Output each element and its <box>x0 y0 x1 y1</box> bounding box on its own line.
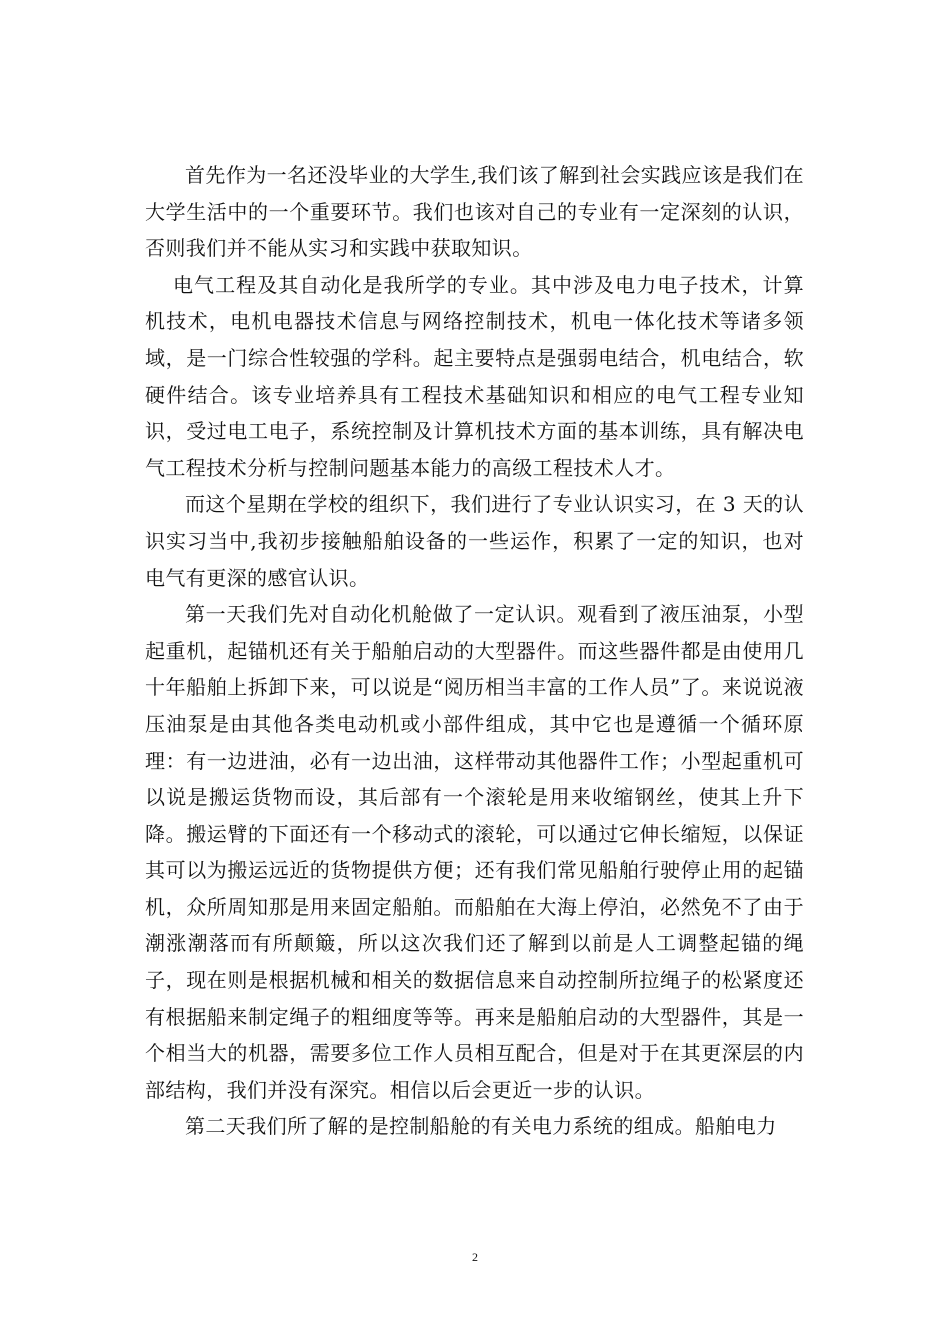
paragraph-major: 电气工程及其自动化是我所学的专业。其中涉及电力电子技术，计算机技术，电机电器技术信息与网络控制技术，机电一体化技术等诸多领域，是一门综合性较强的学科。起主要特点是强弱电结合，机电结合，软硬件结合。该专业培养具有工程技术基础知识和相应的电气工程专业知识，受过电工电子，系统控制及计算机技术方面的基本训练，具有解决电气工程技术分析与控制问题基本能力的高级工程技术人才。 <box>145 272 804 480</box>
page-number: 2 <box>472 1250 478 1264</box>
paragraph-intro: 首先作为一名还没毕业的大学生,我们该了解到社会实践应该是我们在大学生活中的一个重要环节。我们也该对自己的专业有一定深刻的认识，否则我们并不能从实习和实践中获取知识。 <box>145 163 804 261</box>
paragraph-day-two: 第二天我们所了解的是控制船舱的有关电力系统的组成。船舶电力 <box>185 1114 777 1139</box>
body-text <box>145 157 804 1145</box>
paragraph-day-one: 第一天我们先对自动化机舱做了一定认识。观看到了液压油泵，小型起重机，起锚机还有关于船舶启动的大型器件。而这些器件都是由使用几十年船舶上拆卸下来，可以说是“阅历相当丰富的工作人员”了。来说说液压油泵是由其他各类电动机或小部件组成，其中它也是遵循一个循环原理：有一边进油，必有一边出油，这样带动其他器件工作；小型起重机可以说是搬运货物而设，其后部有一个滚轮是用来收缩钢丝，使其上升下降。搬运臂的下面还有一个移动式的滚轮，可以通过它伸长缩短，以保证其可以为搬运远近的货物提供方便；还有我们常见船舶行驶停止用的起锚机，众所周知那是用来固定船舶。而船舶在大海上停泊，必然免不了由于潮涨潮落而有所颠簸，所以这次我们还了解到以前是人工调整起锚的绳子，现在则是根据机械和相关的数据信息来自动控制所拉绳子的松紧度还有根据船来制定绳子的粗细度等等。再来是船舶启动的大型器件，其是一个相当大的机器，需要多位工作人员相互配合，但是对于在其更深层的内部结构，我们并没有深究。相信以后会更近一步的认识。 <box>145 602 804 1102</box>
paragraph-internship: 而这个星期在学校的组织下，我们进行了专业认识实习，在 3 天的认识实习当中,我初步接触船舶设备的一些运作，积累了一定的知识，也对电气有更深的感官认识。 <box>145 492 804 590</box>
